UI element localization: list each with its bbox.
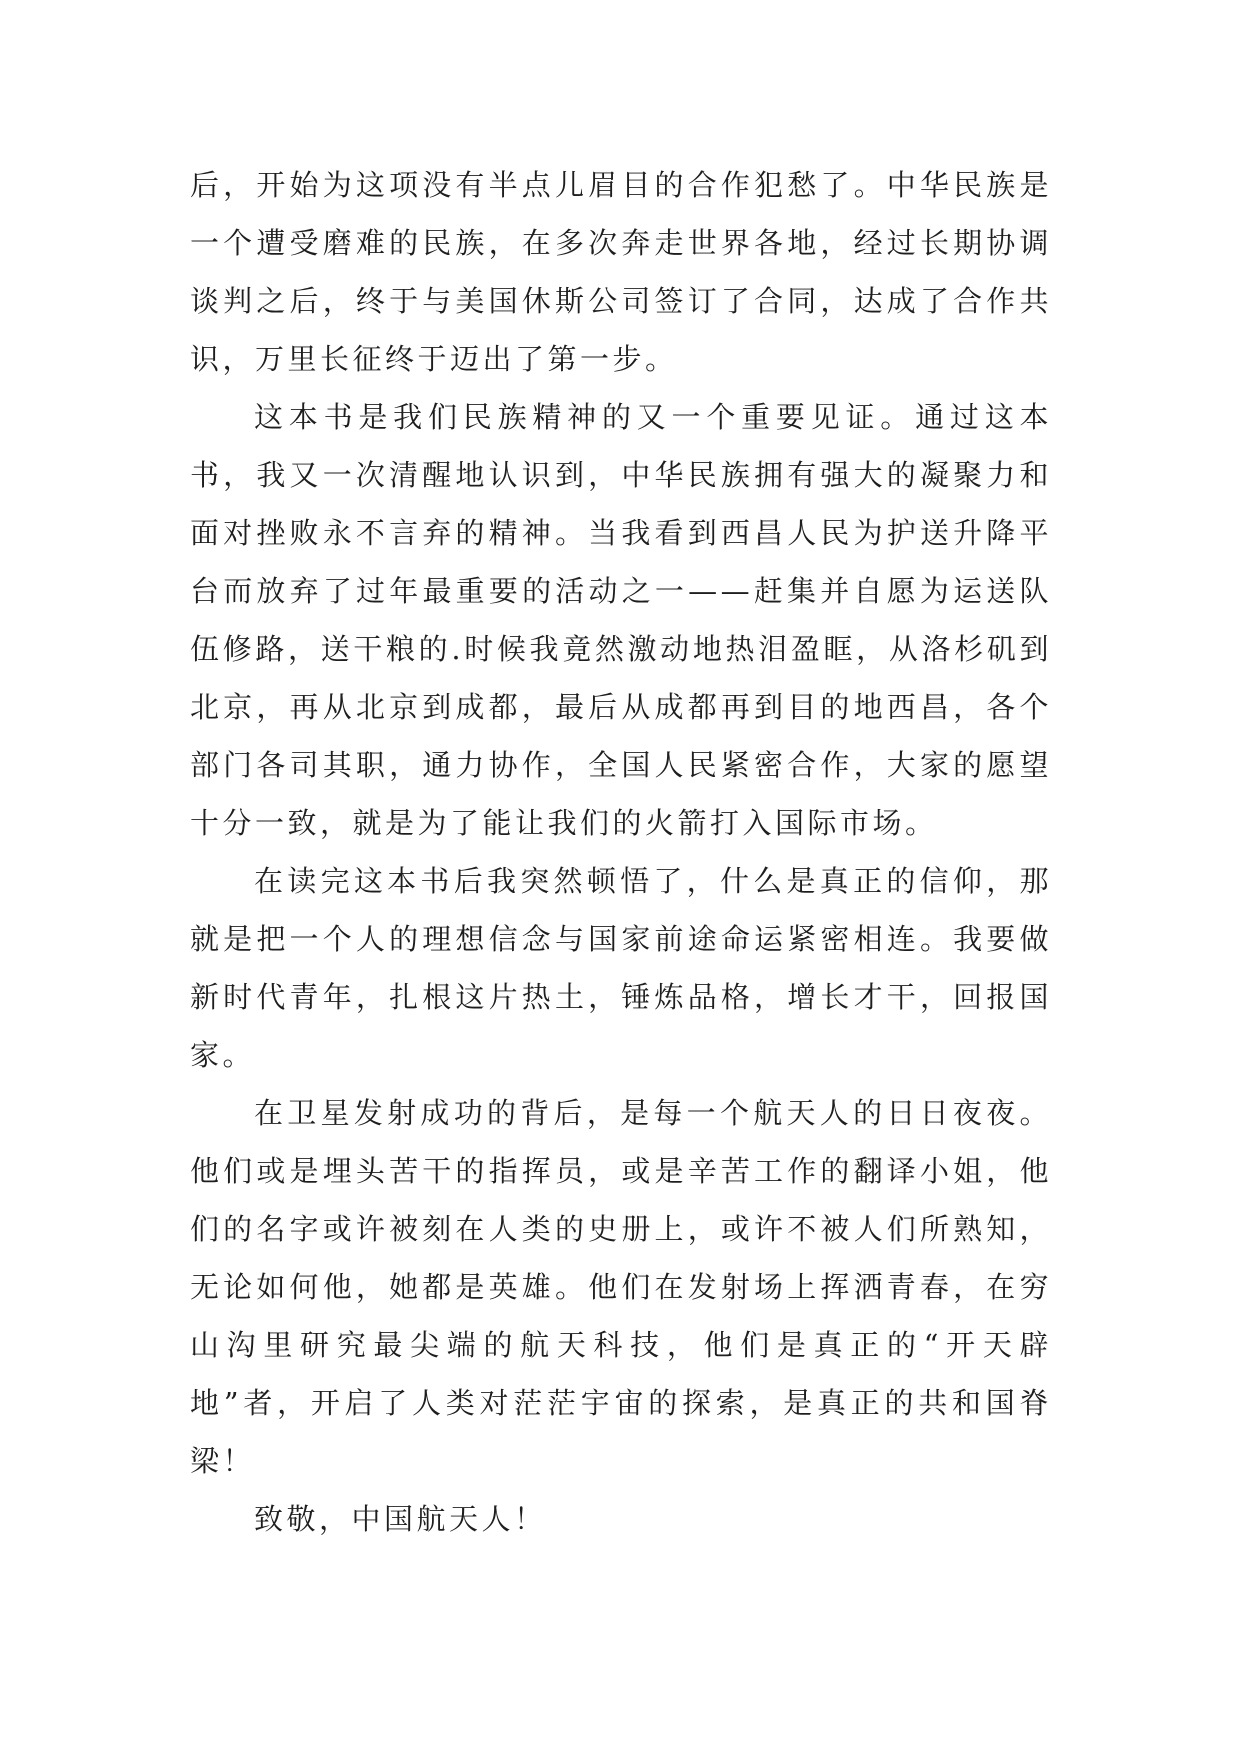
document-body xyxy=(190,156,1052,1548)
paragraph-book-testimony: 这本书是我们民族精神的又一个重要见证。通过这本书，我又一次清醒地认识到，中华民族拥有强大的凝聚力和面对挫败永不言弃的精神。当我看到西昌人民为护送升降平台而放弃了过年最重要的活动之一——赶集并自愿为运送队伍修路，送干粮的.时候我竟然激动地热泪盈眶，从洛杉矶到北京，再从北京到成都，最后从成都再到目的地西昌，各个部门各司其职，通力协作，全国人民紧密合作，大家的愿望十分一致，就是为了能让我们的火箭打入国际市场。 xyxy=(190,400,1052,840)
paragraph-salute: 致敬，中国航天人！ xyxy=(254,1502,547,1536)
paragraph-continuation: 后，开始为这项没有半点儿眉目的合作犯愁了。中华民族是一个遭受磨难的民族，在多次奔走世界各地，经过长期协调谈判之后，终于与美国休斯公司签订了合同，达成了合作共识，万里长征终于迈出了第一步。 xyxy=(190,168,1052,376)
paragraph-astronauts: 在卫星发射成功的背后，是每一个航天人的日日夜夜。他们或是埋头苦干的指挥员，或是辛苦工作的翻译小姐，他们的名字或许被刻在人类的史册上，或许不被人们所熟知，无论如何他，她都是英雄。他们在发射场上挥洒青春，在穷山沟里研究最尖端的航天科技，他们是真正的“开天辟地”者，开启了人类对茫茫宇宙的探索，是真正的共和国脊梁！ xyxy=(190,1096,1052,1478)
paragraph-belief: 在读完这本书后我突然顿悟了，什么是真正的信仰，那就是把一个人的理想信念与国家前途命运紧密相连。我要做新时代青年，扎根这片热土，锤炼品格，增长才干，回报国家。 xyxy=(190,864,1052,1072)
